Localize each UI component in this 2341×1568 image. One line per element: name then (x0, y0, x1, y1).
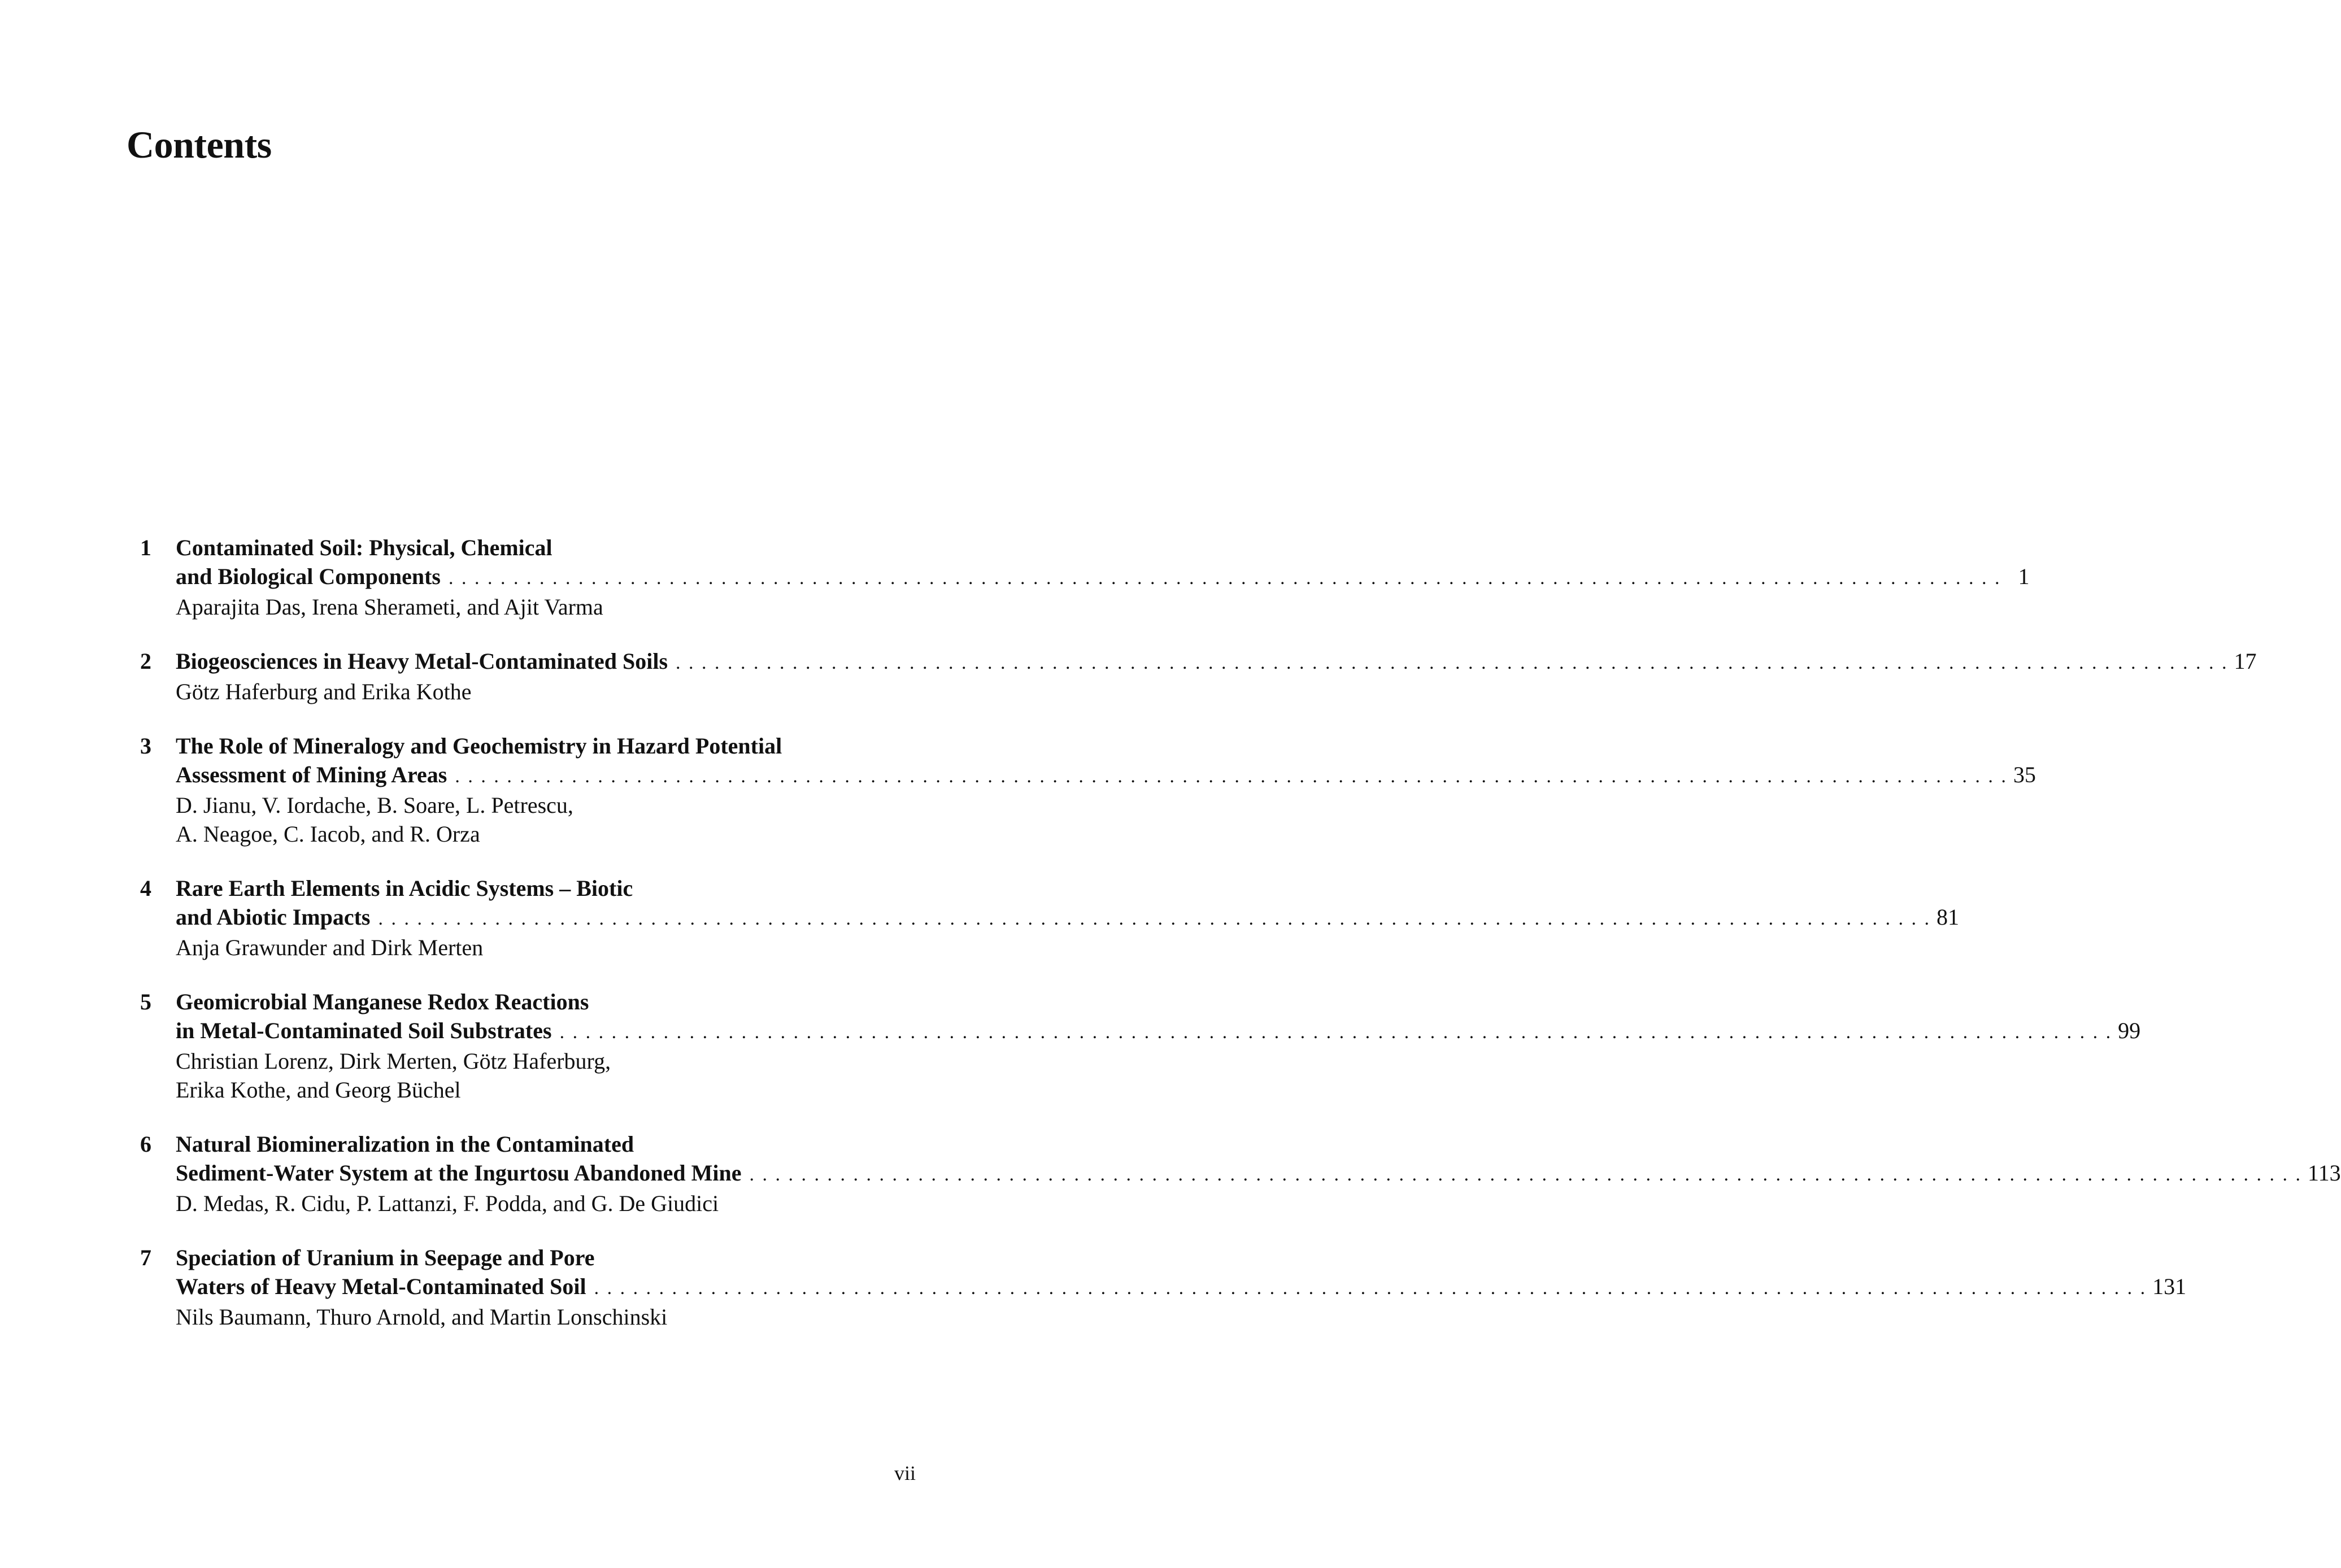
toc-entry[interactable] (140, 874, 1959, 962)
chapter-number: 5 (140, 989, 151, 1014)
chapter-number: 1 (140, 535, 151, 560)
toc-entry-body (176, 731, 2036, 848)
chapter-title-final-line[interactable] (176, 1272, 2187, 1303)
chapter-title-line[interactable]: The Role of Mineralogy and Geochemistry in Hazard Potential (176, 733, 782, 759)
toc-entry-body (176, 874, 1959, 962)
toc-entry-body (176, 533, 2030, 621)
chapter-page-number[interactable]: 17 (2234, 648, 2257, 674)
chapter-page-number[interactable]: 1 (2018, 564, 2030, 589)
toc-entry[interactable] (140, 731, 2036, 848)
table-of-contents (140, 533, 2341, 1357)
chapter-number: 3 (140, 733, 151, 759)
chapter-authors: Christian Lorenz, Dirk Merten, Götz Haferburg, (176, 1048, 611, 1074)
dot-leader: . . . . . . . . . . . . . . . . . . . . . . . . . . . . . . . . . . . . . . . . . . . . . . . . . . . . . . . . . . . . . . . . . . . . . . . . . . . . . . . . . . . . . . . . . . . . . . . . . . . . . . . . . . . . . . . . . . . . . . . . (559, 1022, 2113, 1043)
toc-entry[interactable] (140, 1243, 2187, 1331)
chapter-title-final-line[interactable] (176, 1016, 2141, 1047)
chapter-page-number[interactable]: 35 (2013, 762, 2036, 787)
chapter-title-text[interactable]: Biogeosciences in Heavy Metal-Contaminated Soils (176, 648, 668, 674)
chapter-title-final-line[interactable] (176, 760, 2036, 791)
chapter-authors: Aparajita Das, Irena Sherameti, and Ajit Varma (176, 594, 603, 620)
chapter-authors: Götz Haferburg and Erika Kothe (176, 679, 472, 704)
chapter-title-text[interactable]: Sediment-Water System at the Ingurtosu Abandoned Mine (176, 1160, 742, 1186)
chapter-title-text[interactable]: in Metal-Contaminated Soil Substrates (176, 1018, 552, 1043)
dot-leader: . . . . . . . . . . . . . . . . . . . . . . . . . . . . . . . . . . . . . . . . . . . . . . . . . . . . . . . . . . . . . . . . . . . . . . . . . . . . . . . . . . . . . . . . . . . . . . . . . . . . . . . . . . . . . . . . . . . . . . . . (594, 1278, 2147, 1299)
chapter-page-number[interactable]: 99 (2118, 1018, 2141, 1043)
chapter-title-line[interactable]: Speciation of Uranium in Seepage and Pore (176, 1245, 595, 1270)
chapter-title-line[interactable]: Natural Biomineralization in the Contaminated (176, 1131, 634, 1157)
chapter-authors: D. Medas, R. Cidu, P. Lattanzi, F. Podda, and G. De Giudici (176, 1191, 719, 1216)
chapter-title-text[interactable]: Assessment of Mining Areas (176, 762, 447, 787)
toc-entry-body (176, 987, 2141, 1104)
page-number: vii (894, 1462, 916, 1484)
chapter-authors: D. Jianu, V. Iordache, B. Soare, L. Petrescu, (176, 792, 573, 818)
page-title: Contents (127, 123, 272, 166)
toc-entry[interactable] (140, 1130, 2341, 1218)
dot-leader: . . . . . . . . . . . . . . . . . . . . . . . . . . . . . . . . . . . . . . . . . . . . . . . . . . . . . . . . . . . . . . . . . . . . . . . . . . . . . . . . . . . . . . . . . . . . . . . . . . . . . . . . . . . . . . . . . . . . . . . . (455, 766, 2008, 787)
chapter-title-final-line[interactable] (176, 1158, 2341, 1189)
chapter-title-line[interactable]: Contaminated Soil: Physical, Chemical (176, 535, 552, 560)
dot-leader: . . . . . . . . . . . . . . . . . . . . . . . . . . . . . . . . . . . . . . . . . . . . . . . . . . . . . . . . . . . . . . . . . . . . . . . . . . . . . . . . . . . . . . . . . . . . . . . . . . . . . . . . . . . . . . . . . . . . . . . . (676, 652, 2229, 673)
chapter-authors: Nils Baumann, Thuro Arnold, and Martin Lonschinski (176, 1304, 668, 1330)
chapter-page-number[interactable]: 81 (1937, 904, 1959, 930)
chapter-title-final-line[interactable] (176, 903, 1959, 933)
chapter-page-number[interactable]: 131 (2152, 1274, 2187, 1299)
toc-entry[interactable] (140, 987, 2141, 1104)
toc-entry-body (176, 647, 2257, 706)
chapter-title-final-line[interactable] (176, 647, 2257, 677)
toc-entry[interactable] (140, 533, 2030, 621)
chapter-title-text[interactable]: and Abiotic Impacts (176, 904, 371, 930)
chapter-page-number[interactable]: 113 (2308, 1160, 2341, 1186)
toc-entry-body (176, 1130, 2341, 1218)
chapter-number: 2 (140, 648, 151, 674)
chapter-authors: A. Neagoe, C. Iacob, and R. Orza (176, 821, 480, 847)
chapter-title-line[interactable]: Rare Earth Elements in Acidic Systems – Biotic (176, 876, 633, 901)
chapter-number: 6 (140, 1131, 151, 1157)
dot-leader: . . . . . . . . . . . . . . . . . . . . . . . . . . . . . . . . . . . . . . . . . . . . . . . . . . . . . . . . . . . . . . . . . . . . . . . . . . . . . . . . . . . . . . . . . . . . . . . . . . . . . . . . . . . . . . . . . . . . . . . . (378, 908, 1931, 929)
dot-leader: . . . . . . . . . . . . . . . . . . . . . . . . . . . . . . . . . . . . . . . . . . . . . . . . . . . . . . . . . . . . . . . . . . . . . . . . . . . . . . . . . . . . . . . . . . . . . . . . . . . . . . . . . . . . . . . . . . . . . . . . (448, 568, 2001, 589)
toc-entry[interactable] (140, 647, 2257, 706)
chapter-authors: Anja Grawunder and Dirk Merten (176, 935, 484, 960)
dot-leader: . . . . . . . . . . . . . . . . . . . . . . . . . . . . . . . . . . . . . . . . . . . . . . . . . . . . . . . . . . . . . . . . . . . . . . . . . . . . . . . . . . . . . . . . . . . . . . . . . . . . . . . . . . . . . . . . . . . . . . . . (749, 1164, 2303, 1185)
chapter-title-line[interactable]: Geomicrobial Manganese Redox Reactions (176, 989, 589, 1014)
chapter-number: 4 (140, 876, 151, 901)
toc-entry-body (176, 1243, 2187, 1331)
chapter-title-text[interactable]: and Biological Components (176, 564, 441, 589)
chapter-authors: Erika Kothe, and Georg Büchel (176, 1077, 461, 1103)
chapter-number: 7 (140, 1245, 151, 1270)
chapter-title-text[interactable]: Waters of Heavy Metal-Contaminated Soil (176, 1274, 586, 1299)
chapter-title-final-line[interactable] (176, 562, 2030, 593)
